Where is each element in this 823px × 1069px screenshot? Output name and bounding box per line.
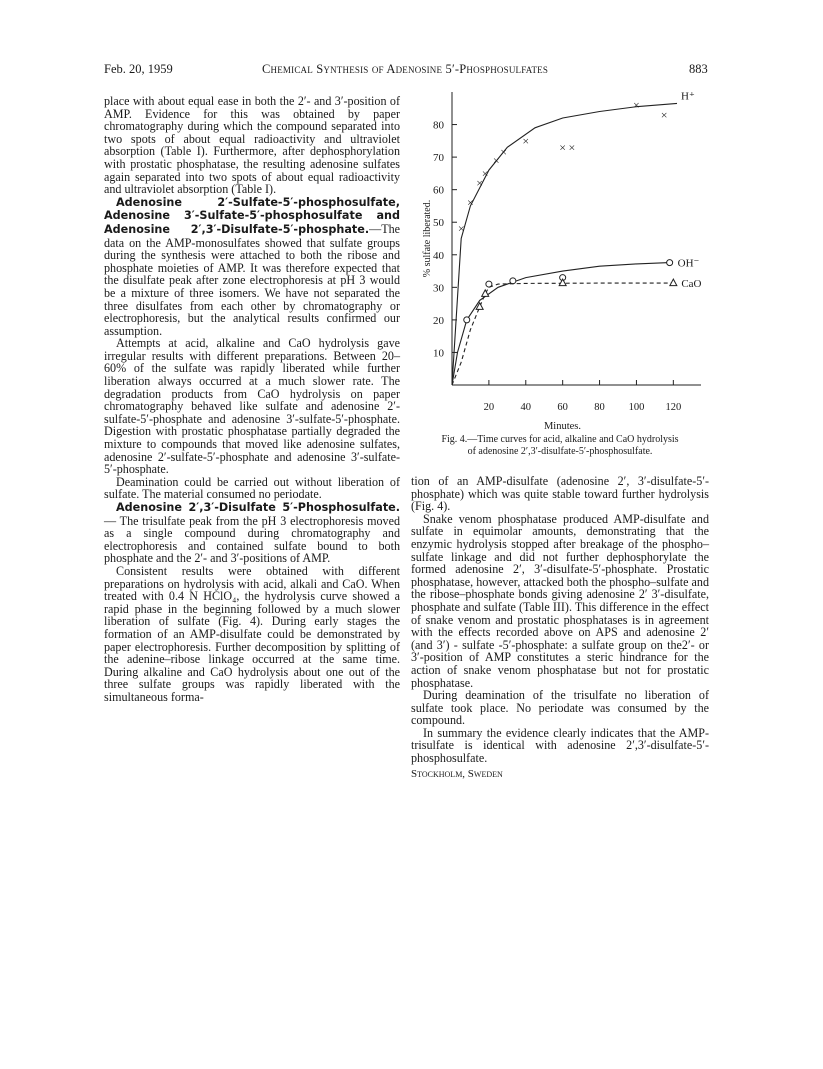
- data-point-triangle: [559, 279, 566, 286]
- data-point-circle: [464, 317, 470, 323]
- right-column: [411, 475, 709, 780]
- data-point-x: ×: [481, 166, 489, 181]
- figure-4-chart: [411, 90, 711, 430]
- section-heading: Adenosine 2′,3′-Disulfate 5′-Phosphosulfate.: [116, 501, 400, 514]
- x-axis-label: Minutes.: [543, 421, 582, 430]
- left-column: [104, 95, 400, 704]
- data-point-x: ×: [633, 98, 640, 113]
- y-tick-label: 80: [433, 119, 444, 132]
- running-header: [0, 62, 823, 80]
- paragraph-text: —The data on the AMP-monosulfates showed that sulfate groups during the synthesis were attached to both the ribose and phosphate moieties of AMP. It was therefore expected that the disulfate peak after zone electrophoresis at pH 3 would be a mixture of three isomers. We have not separated the three disulfates from each other by chromatography or electrophoresis, but the analytical results confirmed our assumption.: [104, 221, 400, 338]
- paragraph: Consistent results were obtained with different preparations on hydrolysis with acid, alkali and CaO. When treated with 0.4 N HClO₄, the hydrolysis curve showed a rapid phase in the beginning followed by a much slower liberation of sulfate (Fig. 4). During early stages the formation of an AMP-disulfate could be demonstrated by paper electrophoresis. Further decomposition by splitting of the adenine–ribose linkage occurred at the same time. During alkaline and CaO hydrolysis about one out of the three sulfate groups was rapidly liberated with the simultaneous forma-: [104, 563, 400, 704]
- section-heading: Adenosine 2′-Sulfate-5′-phosphosulfate, Adenosine 3′-Sulfate-5′-phosphosulfate and Adenosine 2′,3′-Disulfate-5′-phosphate.: [104, 195, 400, 236]
- caption-line: of adenosine 2′,3′-disulfate-5′-phosphosulfate.: [467, 446, 653, 457]
- y-tick-label: 40: [433, 249, 444, 262]
- x-tick-label: 20: [483, 402, 495, 413]
- paragraph: [104, 501, 400, 565]
- header-title: Chemical Synthesis of Adenosine 5′-Phosphosulfates: [262, 62, 549, 76]
- y-tick-label: 30: [433, 282, 444, 295]
- paragraph: place with about equal ease in both the 2′- and 3′-position of AMP. Evidence for this was obtained by paper chromatography during which the compound separated into two spots of about equal radioactivity and ultraviolet absorption (Table I). Furthermore, after dephosphorylation with prostatic phosphatase, the resulting adenosine sulfates again separated into two spots of about equal radioactivity and ultraviolet absorption (Table I).: [104, 94, 400, 197]
- data-point-x: ×: [500, 145, 508, 160]
- paragraph: Deamination could be carried out without liberation of sulfate. The material consumed no periodate.: [104, 474, 400, 502]
- x-tick-label: 60: [557, 402, 568, 413]
- data-point-circle: [510, 278, 516, 284]
- data-point-x: ×: [568, 140, 576, 155]
- paragraph: In summary the evidence clearly indicates that the AMP-trisulfate is identical with adenosine 2′,3′-disulfate-5′-phosphosulfate.: [411, 725, 709, 766]
- header-date: Feb. 20, 1959: [104, 62, 173, 76]
- series-line-oh: [452, 263, 670, 385]
- data-point-x: ×: [467, 195, 474, 210]
- data-point-x: ×: [559, 140, 567, 155]
- y-tick-label: 60: [433, 184, 444, 197]
- paragraph: Attempts at acid, alkaline and CaO hydrolysis gave irregular results with different preparations. Between 20–60% of the sulfate was rapidly liberated while further liberation always occurred at a much slower rate. The degradation products from CaO hydrolysis on paper chromatography behaved like sulfate and adenosine 2′-sulfate-5′-phosphate and adenosine 3′-sulfate-5′-phosphate. Digestion with prostatic phosphatase partially degraded the mixture to compounds that moved like adenosine sulfates, adenosine 2′-sulfate-5′-phosphate and adenosine 3′-sulfate-5′-phosphate.: [104, 336, 400, 477]
- series-label: CaO: [681, 278, 702, 291]
- data-point-circle: [667, 260, 673, 266]
- data-point-x: ×: [457, 221, 465, 236]
- data-point-x: ×: [476, 176, 484, 191]
- y-tick-label: 50: [433, 217, 444, 230]
- series-label: H⁺: [681, 90, 695, 103]
- x-tick-label: 100: [628, 402, 645, 413]
- series-label: OH⁻: [677, 257, 700, 270]
- figure-caption: [411, 434, 709, 458]
- x-tick-label: 80: [594, 402, 605, 413]
- data-point-x: ×: [660, 107, 668, 122]
- x-tick-label: 120: [665, 402, 682, 413]
- paragraph: [104, 196, 400, 338]
- caption-line: Fig. 4.—Time curves for acid, alkaline and CaO hydrolysis: [441, 434, 679, 445]
- y-tick-label: 70: [433, 152, 444, 165]
- y-axis-label: % sulfate liberated.: [422, 199, 433, 278]
- author-location: Stockholm, Sweden: [411, 767, 503, 780]
- chart-axes: [452, 92, 701, 385]
- paragraph: tion of an AMP-disulfate (adenosine 2′, 3′-disulfate-5′-phosphate) which was quite stable toward further hydrolysis (Fig. 4).: [411, 474, 709, 514]
- y-tick-label: 20: [433, 314, 444, 327]
- data-point-x: ×: [492, 153, 500, 168]
- page-number: 883: [689, 62, 708, 76]
- data-point-triangle: [670, 279, 677, 286]
- paragraph: During deamination of the trisulfate no liberation of sulfate took place. No periodate was consumed by the compound.: [411, 688, 709, 728]
- paragraph: Snake venom phosphatase produced AMP-disulfate and sulfate in equimolar amounts, demonstrating that the enzymic hydrolysis stopped after breakage of the phospho–sulfate linkage and did not further dephosphorylate the formed adenosine 2′, 3′-disulfate-5′-phosphate. Prostatic phosphatase, however, attacked both the phospho–sulfate and the ribose–phosphate bonds giving adenosine 2′ 3′-disulfate, phosphate and sulfate (Table III). This difference in the effect of snake venom and prostatic phosphatases is in agreement with the effects recorded above on APS and adenosine 2′ (and 3′) - sulfate -5′-phosphate: a sulfate group on the2′- or 3′-position of AMP constitutes a steric hindrance for the action of snake venom phosphatase but not for prostatic phosphatase.: [411, 511, 709, 690]
- series-line-cao: [452, 283, 673, 385]
- paragraph-text: — The trisulfate peak from the pH 3 electrophoresis moved as a single compound during chromatography and electrophoresis and contained sulfate bound to both phosphate and the 2′- and 3′-positions of AMP.: [104, 513, 400, 566]
- y-tick-label: 10: [433, 347, 444, 360]
- data-point-triangle: [482, 290, 489, 297]
- data-point-x: ×: [522, 133, 530, 148]
- chart-marks: [452, 98, 677, 385]
- x-tick-label: 40: [520, 402, 532, 413]
